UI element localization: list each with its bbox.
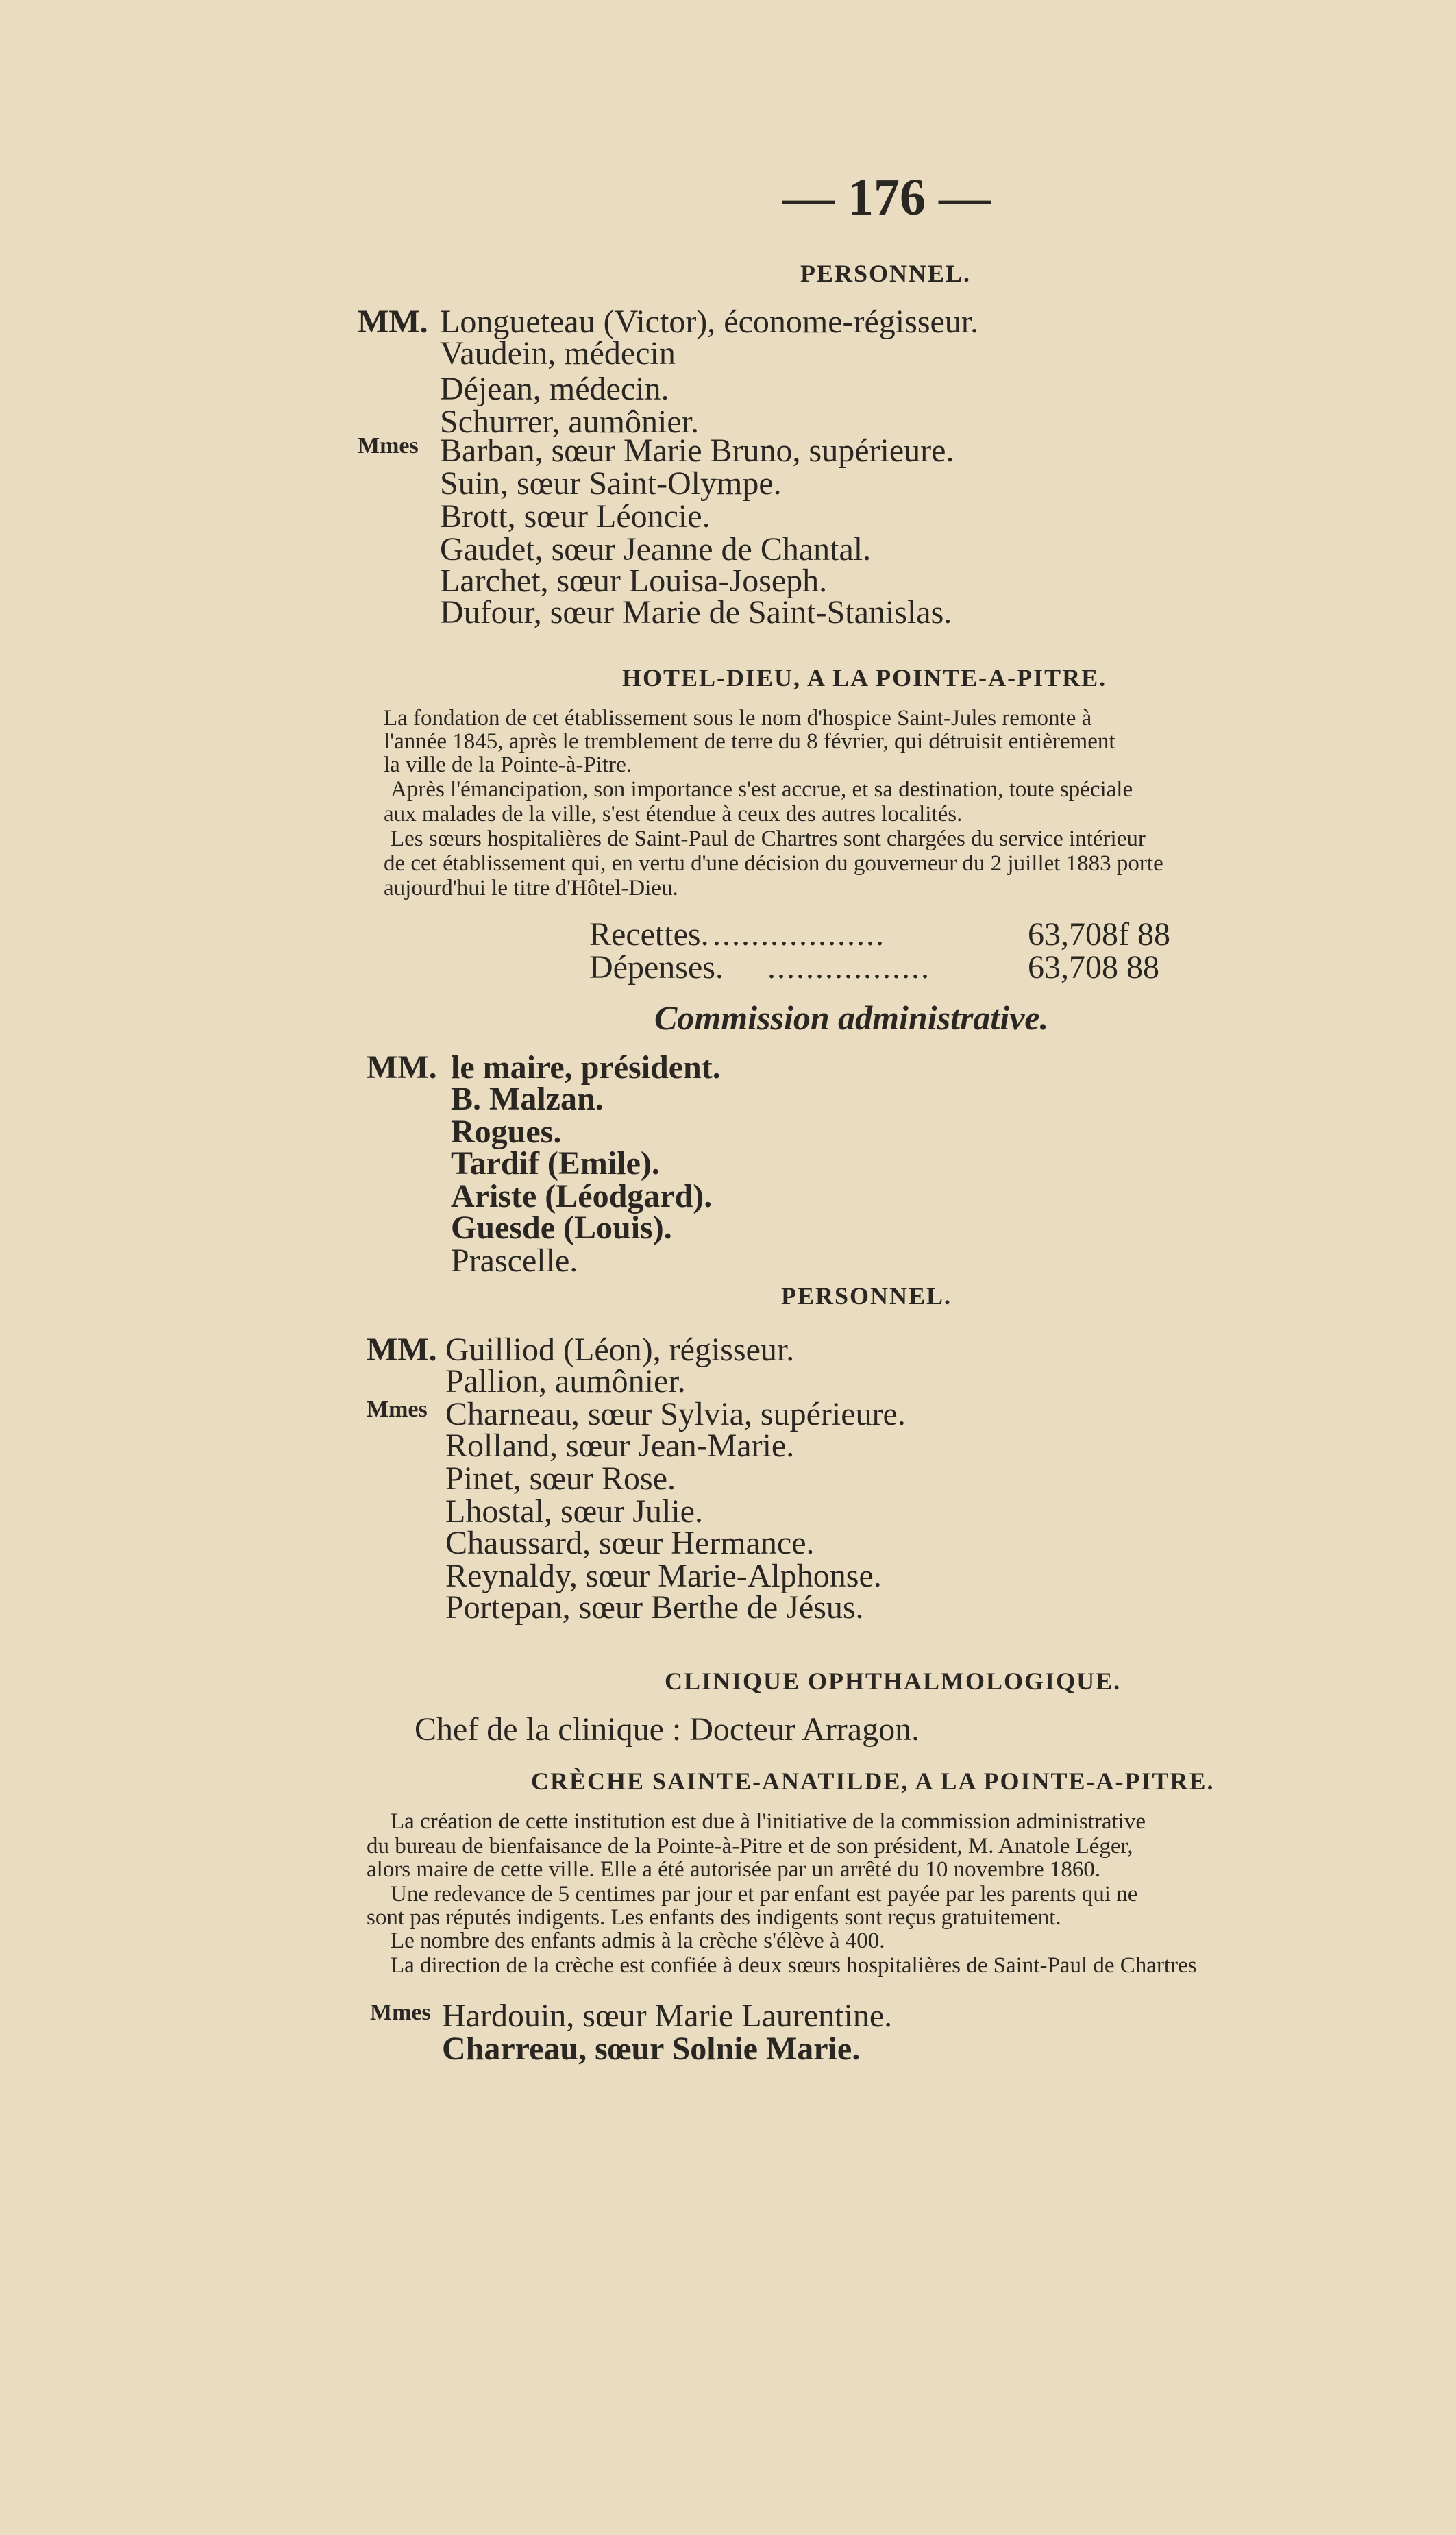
personnel-line: Portepan, sœur Berthe de Jésus. <box>445 1589 864 1626</box>
paragraph-line: Les sœurs hospitalières de Saint-Paul de Chartres sont chargées du service intérieur <box>391 826 1146 851</box>
personnel-line: Chaussard, sœur Hermance. <box>445 1525 815 1561</box>
personnel-line: Vaudein, médecin <box>440 335 676 371</box>
clinique-chef: Chef de la clinique : Docteur Arragon. <box>415 1711 920 1748</box>
creche-line: Charreau, sœur Solnie Marie. <box>442 2031 861 2067</box>
depenses-value: 63,708 88 <box>1028 949 1159 985</box>
personnel-line: Pallion, aumônier. <box>445 1363 686 1399</box>
section-header-hotel-dieu: HOTEL-DIEU, A LA POINTE-A-PITRE. <box>622 664 1107 691</box>
personnel-line: Guilliod (Léon), régisseur. <box>445 1332 795 1368</box>
creche-line: Hardouin, sœur Marie Laurentine. <box>442 1998 893 2034</box>
commission-line: Prascelle. <box>451 1242 578 1279</box>
paragraph-line: l'année 1845, après le tremblement de terre du 8 février, qui détruisit entièrement <box>384 729 1115 754</box>
paragraph-line: du bureau de bienfaisance de la Pointe-à-Pitre et de son président, M. Anatole Léger, <box>367 1834 1133 1859</box>
paragraph-line: sont pas réputés indigents. Les enfants des indigents sont reçus gratuitement. <box>367 1905 1061 1930</box>
section-header-clinique: CLINIQUE OPHTHALMOLOGIQUE. <box>665 1667 1122 1695</box>
leader-dots: .................. <box>713 916 885 953</box>
personnel-line: Suin, sœur Saint-Olympe. <box>440 465 782 502</box>
personnel-line: Rolland, sœur Jean-Marie. <box>445 1428 795 1464</box>
page-number: — 176 — <box>782 169 991 226</box>
recettes-value: 63,708f 88 <box>1028 916 1170 953</box>
section-header-personnel-1: PERSONNEL. <box>800 260 972 287</box>
personnel-line: Déjean, médecin. <box>440 371 669 407</box>
commission-line: Tardif (Emile). <box>451 1145 660 1181</box>
commission-line: Ariste (Léodgard). <box>451 1178 713 1214</box>
leader-dots: ................. <box>767 949 930 985</box>
prefix-mm: MM. <box>367 1049 437 1086</box>
paragraph-line: La création de cette institution est due à l'initiative de la commission administrative <box>391 1809 1146 1834</box>
commission-line: Rogues. <box>451 1114 562 1150</box>
paragraph-line: de cet établissement qui, en vertu d'une décision du gouverneur du 2 juillet 1883 porte <box>384 851 1163 876</box>
paragraph-line: aux malades de la ville, s'est étendue à ceux des autres localités. <box>384 802 963 826</box>
personnel-line: Larchet, sœur Louisa-Joseph. <box>440 563 828 599</box>
paragraph-line: La direction de la crèche est confiée à deux sœurs hospitalières de Saint-Paul de Chartres <box>391 1953 1197 1978</box>
personnel-line: Reynaldy, sœur Marie-Alphonse. <box>445 1558 882 1594</box>
personnel-line: Dufour, sœur Marie de Saint-Stanislas. <box>440 594 952 630</box>
section-header-personnel-2: PERSONNEL. <box>781 1282 952 1310</box>
prefix-mm: MM. <box>367 1332 437 1368</box>
personnel-line: Pinet, sœur Rose. <box>445 1460 676 1497</box>
depenses-label: Dépenses. <box>589 949 724 985</box>
prefix-mmes: Mmes <box>358 433 419 458</box>
recettes-label: Recettes. <box>589 916 709 953</box>
personnel-line: Barban, sœur Marie Bruno, supérieure. <box>440 432 954 469</box>
personnel-line: Gaudet, sœur Jeanne de Chantal. <box>440 531 872 567</box>
personnel-line: Lhostal, sœur Julie. <box>445 1493 703 1530</box>
paragraph-line: Une redevance de 5 centimes par jour et par enfant est payée par les parents qui ne <box>391 1882 1138 1907</box>
prefix-mmes: Mmes <box>370 2000 431 2025</box>
paragraph-line: alors maire de cette ville. Elle a été autorisée par un arrêté du 10 novembre 1860. <box>367 1857 1101 1882</box>
personnel-line: Brott, sœur Léoncie. <box>440 498 711 535</box>
paragraph-line: aujourd'hui le titre d'Hôtel-Dieu. <box>384 876 678 901</box>
paragraph-line: la ville de la Pointe-à-Pitre. <box>384 752 632 777</box>
prefix-mmes: Mmes <box>367 1397 428 1422</box>
commission-line: B. Malzan. <box>451 1081 604 1117</box>
paragraph-line: La fondation de cet établissement sous le nom d'hospice Saint-Jules remonte à <box>384 706 1092 731</box>
personnel-line: Schurrer, aumônier. <box>440 404 699 440</box>
commission-line: le maire, président. <box>451 1049 721 1086</box>
section-header-creche: CRÈCHE SAINTE-ANATILDE, A LA POINTE-A-PITRE. <box>531 1767 1215 1795</box>
personnel-line: Charneau, sœur Sylvia, supérieure. <box>445 1396 906 1432</box>
section-header-commission: Commission administrative. <box>654 999 1049 1037</box>
paragraph-line: Après l'émancipation, son importance s'est accrue, et sa destination, toute spéciale <box>391 777 1133 802</box>
paragraph-line: Le nombre des enfants admis à la crèche s'élève à 400. <box>391 1928 885 1953</box>
commission-line: Guesde (Louis). <box>451 1210 672 1246</box>
prefix-mm: MM. <box>358 304 428 340</box>
personnel-line: Longueteau (Victor), économe-régisseur. <box>440 304 979 340</box>
